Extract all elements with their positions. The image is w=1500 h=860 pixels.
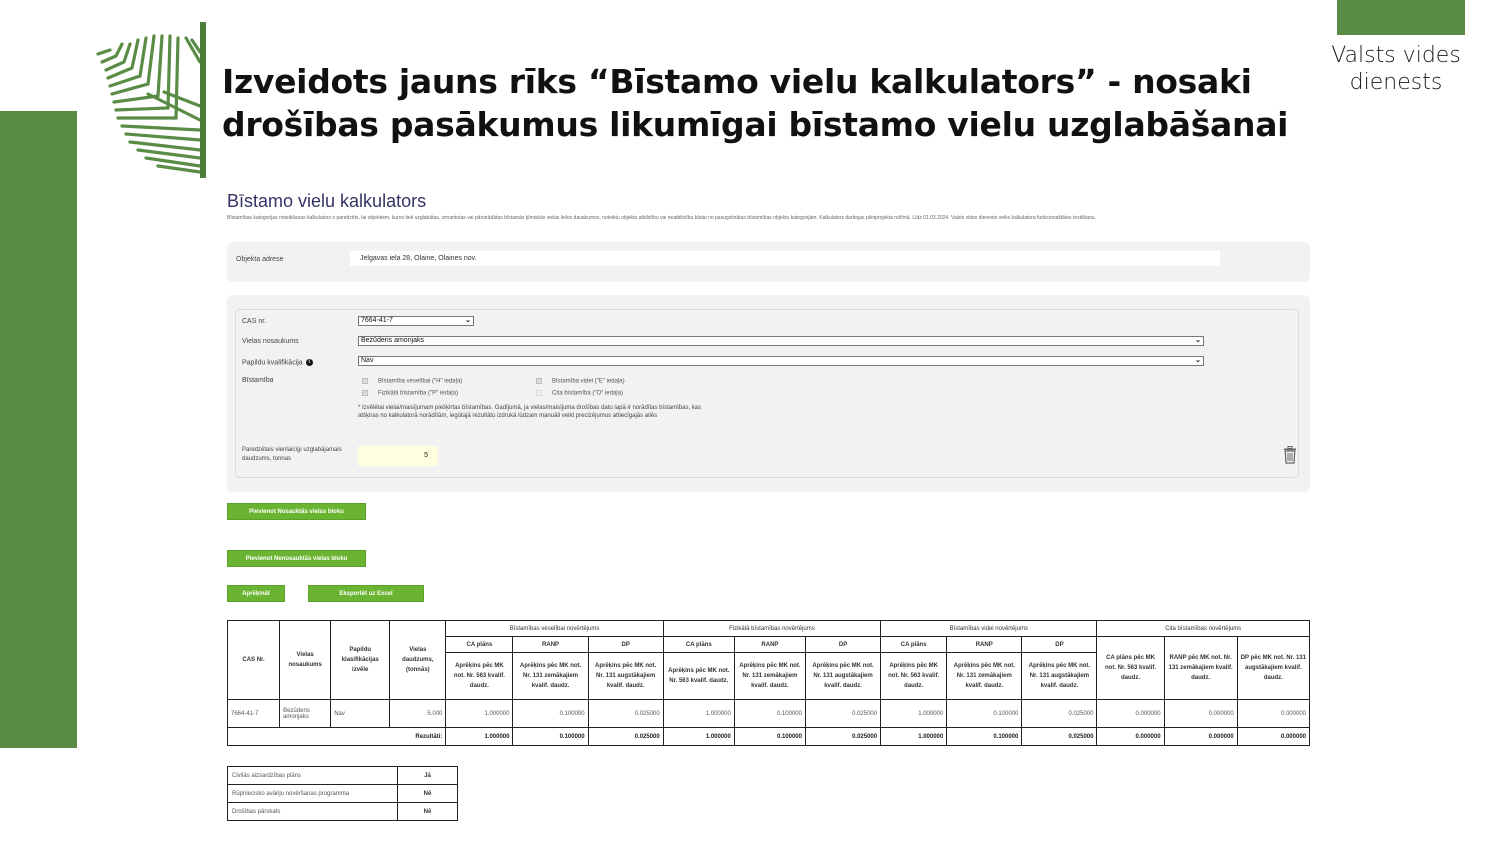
info-icon[interactable]: i [306,359,313,366]
group-physical: Fizikālā bīstamības novērtējums [663,621,880,637]
group-environment: Bīstamības videi novērtējums [881,621,1097,637]
summary-label: Civilās aizsardzības plāns [228,767,398,785]
quantity-label: Paredzētais vienlaicīgi uzglabājamais daudzums, tonnas [242,447,342,462]
name-label: Vielas nosaukums [242,338,299,345]
chevron-down-icon: ⌄ [465,317,471,324]
calculate-button[interactable]: Aprēķināt [227,585,285,602]
group-health: Bīstamības veselībai novērtējums [446,621,663,637]
sub-ranp: RANP [947,637,1022,653]
top-green-tab [1337,0,1465,35]
chevron-down-icon: ⌄ [1195,357,1201,364]
total-value: 0.100000 [947,728,1022,746]
cell-value: 0.025000 [1022,700,1097,728]
desc-dp: Aprēķins pēc MK not. Nr. 131 augstākajiem kvalif. daudz. [1022,653,1097,700]
trash-icon[interactable] [1283,446,1297,464]
total-value: 0.025000 [588,728,663,746]
left-green-bar [0,111,77,748]
summary-label: Drošības pārskats [228,803,398,821]
desc-dp: Aprēķins pēc MK not. Nr. 131 augstākajiem kvalif. daudz. [805,653,880,700]
hazard-label: Bīstamība [242,377,274,384]
col-extra: Papildu klasifikācijas izvēle [331,621,390,700]
cas-select[interactable] [358,316,474,326]
summary-value: Nē [398,785,458,803]
sub-ca: CA plāns [881,637,947,653]
add-unnamed-substance-button[interactable]: Pievienot Nenosauktās vielas bloku [227,550,366,567]
desc-ranp: Aprēķins pēc MK not. Nr. 131 zemākajiem kvalif. daudz. [513,653,588,700]
hazard-health-label: Bīstamība veselībai ("H" iedaļa) [378,378,463,385]
hazard-health-checkbox[interactable] [362,378,462,385]
hazard-other-label: Cita bīstamība ("O" iedaļa) [552,390,623,397]
brand-name: Valsts vides dienests [1331,43,1461,95]
hazard-note: * Izvēlētai vielai/maisījumam piešķirtas bīstamības. Gadījumā, ja vielas/maisījuma drošības datu lapā ir norādītas bīstamības, kas atšķiras no kalkulatorā norādītām, iegūtajā rezultātu izdrukā lūdzam manuāli veikt precizējumus attiecīgajās ailēs [358,405,702,419]
sub-ranp: RANP [513,637,588,653]
cell-value: 1.000000 [881,700,947,728]
hazard-physical-checkbox[interactable] [362,390,458,397]
total-value: 1.000000 [881,728,947,746]
extra-qualification-text: Papildu kvalifikācija [242,359,303,367]
extra-qualification-select[interactable] [358,356,1204,366]
leaf-logo-icon [88,22,210,180]
hazard-environment-label: Bīstamība videi ("E" iedaļa) [552,378,625,385]
cell-value: 0.025000 [588,700,663,728]
cell-qty: 5.000 [390,700,446,728]
totals-row [228,728,1310,746]
sub-ca: CA plāns [446,637,513,653]
summary-row [228,785,458,803]
desc-ca: Aprēķins pēc MK not. Nr. 563 kvalif. daudz. [663,653,734,700]
sub-ca: CA plāns [663,637,734,653]
col-qty: Vielas daudzums, (tonnās) [390,621,446,700]
cell-value: 0.000000 [1097,700,1164,728]
cell-value: 1.000000 [663,700,734,728]
total-value: 0.025000 [1022,728,1097,746]
cell-cas: 7664-41-7 [228,700,280,728]
address-input[interactable]: Jelgavas iela 28, Olaine, Olaines nov. [350,251,1220,266]
other-ca-desc: CA plāns pēc MK not. Nr. 563 kvalif. daudz. [1097,637,1164,700]
substance-name-select[interactable] [358,336,1204,346]
total-value: 0.000000 [1237,728,1309,746]
col-cas: CAS Nr. [228,621,280,700]
cas-value: 7664-41-7 [361,317,393,324]
substance-panel [227,295,1310,492]
cell-value: 0.000000 [1237,700,1309,728]
total-value: 0.100000 [734,728,805,746]
cell-name: Bezūdens amonjaks [280,700,331,728]
summary-label: Rūpnieciskо avāriju novēršanas programma [228,785,398,803]
cell-value: 0.100000 [947,700,1022,728]
quantity-input[interactable]: 5 [358,446,438,466]
total-value: 0.000000 [1164,728,1237,746]
cell-value: 0.025000 [805,700,880,728]
summary-row [228,803,458,821]
desc-dp: Aprēķins pēc MK not. Nr. 131 augstākajiem kvalif. daudz. [588,653,663,700]
extra-qualification-value: Nav [361,357,374,364]
results-table [227,620,1310,746]
total-value: 0.100000 [513,728,588,746]
address-panel [227,242,1310,282]
desc-ranp: Aprēķins pēc MK not. Nr. 131 zemākajiem kvalif. daudz. [734,653,805,700]
col-name: Vielas nosaukums [280,621,331,700]
totals-label: Rezultāti: [228,728,446,746]
substance-name-value: Bezūdens amonjaks [361,337,425,344]
table-row [228,700,1310,728]
slide-headline: Izveidots jauns rīks “Bīstamo vielu kalkulators” - nosaki drošības pasākumus likumīgai bīstamo vielu uzglabāšanai [222,62,1289,144]
desc-ca: Aprēķins pēc MK not. Nr. 563 kvalif. daudz. [881,653,947,700]
other-dp-desc: DP pēc MK not. Nr. 131 augstākajiem kvalif. daudz. [1237,637,1309,700]
hazard-physical-label: Fizikālā bīstamība ("P" iedaļa) [378,390,458,397]
summary-value: Nē [398,803,458,821]
checkbox-checked-icon [536,378,542,384]
desc-ca: Aprēķins pēc MK not. Nr. 563 kvalif. daudz. [446,653,513,700]
summary-table [227,766,458,821]
cell-extra: Nav [331,700,390,728]
table-header-row [228,621,1310,637]
cell-value: 0.000000 [1164,700,1237,728]
address-label: Objekta adrese [236,256,284,263]
total-value: 1.000000 [663,728,734,746]
app-description: Bīstamības kategorijas noteikšanas kalkulators ir paredzēts, lai objektiem, kuros tiek uzglabātas, izmantotas vai pārstrādātas bīstamās ķīmiskās vielas lielos daudzumos, noteiktu objekta atbilstību vai neatbilstību kādai no pasugstinātas bīstamības objektu kategorijām. Kalkulators darbojas pilotprojekta režīmā. Līdz 01.03.2024. Valsts vides dienests veiks kalkulatora funkcionalitātes testēšanu. [227,215,1096,221]
app-title: Bīstamo vielu kalkulators [227,191,427,211]
total-value: 0.025000 [805,728,880,746]
export-excel-button[interactable]: Eksportēt uz Excel [308,585,424,602]
hazard-other-checkbox[interactable] [536,390,623,397]
substance-block [235,309,1299,478]
summary-row [228,767,458,785]
checkbox-checked-icon [362,390,368,396]
checkbox-unchecked-icon [536,390,542,396]
summary-value: Jā [398,767,458,785]
extra-qualification-label [242,359,313,366]
cas-label: CAS nr. [242,318,267,325]
group-other: Cita bīstamības novērtējums [1097,621,1310,637]
sub-dp: DP [1022,637,1097,653]
cell-value: 0.100000 [734,700,805,728]
other-ranp-desc: RANP pēc MK not. Nr. 131 zemākajiem kvalif. daudz. [1164,637,1237,700]
sub-dp: DP [588,637,663,653]
cell-value: 1.000000 [446,700,513,728]
sub-dp: DP [805,637,880,653]
cell-value: 0.100000 [513,700,588,728]
hazard-environment-checkbox[interactable] [536,378,625,385]
total-value: 1.000000 [446,728,513,746]
add-named-substance-button[interactable]: Pievienot Nosauktās vielas bloku [227,503,366,520]
total-value: 0.000000 [1097,728,1164,746]
checkbox-checked-icon [362,378,368,384]
sub-ranp: RANP [734,637,805,653]
desc-ranp: Aprēķins pēc MK not. Nr. 131 zemākajiem kvalif. daudz. [947,653,1022,700]
chevron-down-icon: ⌄ [1195,337,1201,344]
